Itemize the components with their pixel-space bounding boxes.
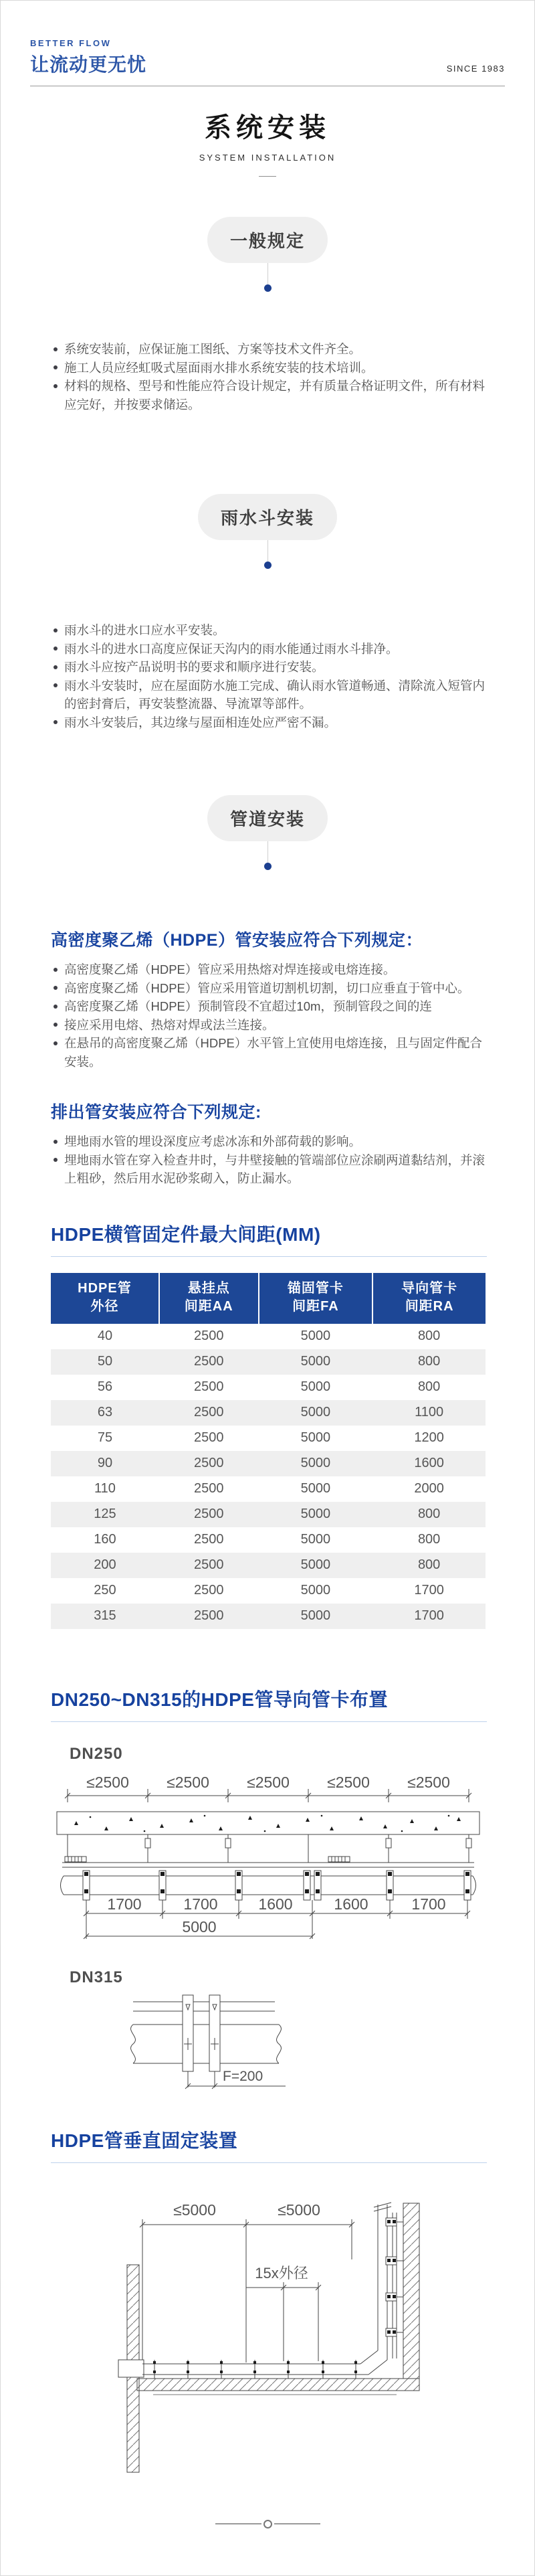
- bullet-item: 雨水斗应按产品说明书的要求和顺序进行安装。: [53, 658, 489, 677]
- bullet-item: 在悬吊的高密度聚乙烯（HDPE）水平管上宜使用电熔连接，且与固定件配合安装。: [53, 1034, 489, 1071]
- rainoutlet-rules-list: [1, 621, 534, 732]
- svg-text:≤5000: ≤5000: [278, 2201, 320, 2219]
- table-cell: 5000: [300, 1583, 331, 1598]
- footer-divider: [1, 2520, 534, 2528]
- general-rules-list: [1, 340, 534, 414]
- table-row: [51, 1400, 486, 1426]
- table-row: [51, 1553, 486, 1578]
- table-cell: 5000: [300, 1456, 331, 1470]
- table-row: [51, 1426, 486, 1451]
- badge-dot: [264, 863, 272, 870]
- footer-line-left: [215, 2523, 261, 2524]
- bullet-item: 高密度聚乙烯（HDPE）管应采用热熔对焊连接或电熔连接。: [53, 960, 489, 979]
- badge-label: 雨水斗安装: [198, 494, 337, 540]
- table-cell: 110: [94, 1481, 116, 1496]
- table-cell: 2500: [193, 1532, 224, 1547]
- table-cell: 1700: [414, 1583, 444, 1598]
- col-header-anchor: 锚固管卡 间距FA: [259, 1273, 373, 1324]
- table-row: [51, 1502, 486, 1527]
- title-block: [1, 106, 534, 177]
- dn250-diagram: [47, 1769, 489, 1944]
- table-cell: 800: [417, 1532, 441, 1547]
- svg-text:≤2500: ≤2500: [86, 1773, 129, 1791]
- table-cell: 90: [97, 1456, 113, 1470]
- table-cell: 2500: [193, 1328, 224, 1343]
- table-cell: 2500: [193, 1405, 224, 1420]
- bullet-item: 接应采用电熔、热熔对焊或法兰连接。: [53, 1016, 489, 1035]
- table-cell: 250: [94, 1583, 116, 1598]
- table-cell: 2500: [193, 1456, 224, 1470]
- bullet-item: 施工人员应经虹吸式屋面雨水排水系统安装的技术培训。: [53, 359, 489, 377]
- bullet-item: 埋地雨水管在穿入检查井时，与井壁接触的管端部位应涂刷两道黏结剂，并滚上粗砂，然后用水泥砂浆砌入，防止漏水。: [53, 1151, 489, 1188]
- badge-dot: [264, 562, 272, 569]
- table-cell: 5000: [300, 1507, 331, 1521]
- table-row: [51, 1476, 486, 1502]
- badge-label: 一般规定: [207, 217, 328, 263]
- since-label: SINCE 1983: [446, 64, 505, 74]
- svg-text:1700: 1700: [183, 1895, 218, 1913]
- table-cell: 2500: [193, 1354, 224, 1369]
- spacing-table-head: [51, 1273, 486, 1324]
- bullet-item: 系统安装前，应保证施工图纸、方案等技术文件齐全。: [53, 340, 489, 359]
- table-cell: 1700: [414, 1608, 444, 1623]
- outlet-pipe-rules-list: [1, 1132, 534, 1188]
- table-cell: 800: [417, 1557, 441, 1572]
- table-cell: 5000: [300, 1557, 331, 1572]
- table-cell: 160: [94, 1532, 116, 1547]
- footer-line-right: [274, 2523, 320, 2524]
- table-cell: 56: [97, 1379, 113, 1394]
- table-cell: 75: [97, 1430, 113, 1445]
- svg-text:F=200: F=200: [223, 2068, 263, 2084]
- svg-text:15x外径: 15x外径: [255, 2264, 308, 2282]
- table-cell: 5000: [300, 1328, 331, 1343]
- svg-text:1700: 1700: [107, 1895, 142, 1913]
- hdpe-rules-list: [1, 960, 534, 1071]
- title-divider: [259, 176, 276, 177]
- svg-text:≤2500: ≤2500: [247, 1773, 290, 1791]
- table-cell: 5000: [300, 1379, 331, 1394]
- table-row: [51, 1349, 486, 1375]
- dn250-label: DN250: [70, 1744, 123, 1763]
- table-cell: 315: [94, 1608, 116, 1623]
- table-cell: 1200: [414, 1430, 444, 1445]
- table-cell: 5000: [300, 1430, 331, 1445]
- table-cell: 1600: [414, 1456, 444, 1470]
- col-header-od: HDPE管 外径: [51, 1273, 159, 1324]
- spacing-table: [51, 1273, 486, 1629]
- bullet-item: 雨水斗的进水口应水平安装。: [53, 621, 489, 640]
- bullet-item: 雨水斗安装后，其边缘与屋面相连处应严密不漏。: [53, 713, 489, 732]
- table-row: [51, 1604, 486, 1629]
- table-cell: 63: [97, 1405, 113, 1420]
- badge-label: 管道安装: [207, 795, 328, 841]
- svg-text:1600: 1600: [334, 1895, 368, 1913]
- table-cell: 2500: [193, 1608, 224, 1623]
- table-row: [51, 1451, 486, 1476]
- table-cell: 5000: [300, 1608, 331, 1623]
- table-cell: 5000: [300, 1354, 331, 1369]
- vertical-diagram-heading: HDPE管垂直固定装置: [51, 2126, 487, 2163]
- table-cell: 2500: [193, 1379, 224, 1394]
- svg-text:≤2500: ≤2500: [327, 1773, 370, 1791]
- table-cell: 2500: [193, 1507, 224, 1521]
- section-badge-piping: [1, 795, 534, 870]
- table-cell: 1100: [415, 1405, 444, 1420]
- page-subtitle: SYSTEM INSTALLATION: [199, 153, 336, 163]
- bullet-item: 高密度聚乙烯（HDPE）管应采用管道切割机切割，切口应垂直于管中心。: [53, 979, 489, 998]
- section-badge-general: [1, 217, 534, 292]
- table-cell: 40: [97, 1328, 113, 1343]
- svg-text:5000: 5000: [182, 1917, 217, 1936]
- table-cell: 2500: [193, 1583, 224, 1598]
- svg-text:≤2500: ≤2500: [167, 1773, 209, 1791]
- page-title: 系统安装: [205, 113, 330, 143]
- bullet-item: 高密度聚乙烯（HDPE）预制管段不宜超过10m，预制管段之间的连: [53, 997, 489, 1016]
- dn315-label: DN315: [70, 1968, 123, 1986]
- bullet-item: 雨水斗安装时，应在屋面防水施工完成、确认雨水管道畅通、清除流入短管内的密封膏后，再安装整流器、导流罩等部件。: [53, 677, 489, 713]
- table-cell: 800: [417, 1379, 441, 1394]
- table-cell: 800: [417, 1328, 441, 1343]
- footer-circle-icon: [263, 2520, 272, 2528]
- table-cell: 800: [417, 1354, 441, 1369]
- bullet-item: 雨水斗的进水口高度应保证天沟内的雨水能通过雨水斗排净。: [53, 640, 489, 659]
- table-cell: 5000: [300, 1405, 331, 1420]
- col-header-hanger: 悬挂点 间距AA: [159, 1273, 259, 1324]
- table-row: [51, 1527, 486, 1553]
- dn315-diagram: [121, 1994, 295, 2094]
- table-row: [51, 1578, 486, 1604]
- table-row: [51, 1375, 486, 1400]
- svg-text:≤5000: ≤5000: [173, 2201, 216, 2219]
- table-cell: 125: [94, 1507, 116, 1521]
- table-row: [51, 1324, 486, 1349]
- bottom-padding: [1, 2528, 534, 2575]
- svg-text:≤2500: ≤2500: [407, 1773, 450, 1791]
- spacing-table-body: [51, 1324, 486, 1629]
- brand-logo: [30, 38, 146, 77]
- spacing-table-heading: HDPE横管固定件最大间距(MM): [51, 1220, 487, 1257]
- section-badge-rainoutlet: [1, 494, 534, 569]
- svg-text:1700: 1700: [411, 1895, 446, 1913]
- table-cell: 5000: [300, 1532, 331, 1547]
- table-cell: 2500: [193, 1481, 224, 1496]
- badge-dot: [264, 284, 272, 292]
- guide-diagram-heading: DN250~DN315的HDPE管导向管卡布置: [51, 1685, 487, 1722]
- table-cell: 2500: [193, 1430, 224, 1445]
- table-cell: 2500: [193, 1557, 224, 1572]
- bullet-item: 材料的规格、型号和性能应符合设计规定，并有质量合格证明文件，所有材料应完好，并按要求储运。: [53, 377, 489, 414]
- table-cell: 800: [417, 1507, 441, 1521]
- table-cell: 200: [94, 1557, 116, 1572]
- hdpe-rules-heading: 高密度聚乙烯（HDPE）管安装应符合下列规定：: [51, 931, 423, 950]
- header: [1, 1, 534, 86]
- table-cell: 2000: [414, 1481, 444, 1496]
- brand-logotype: 让流动更无忧: [30, 54, 147, 75]
- bullet-item: 埋地雨水管的埋设深度应考虑冰冻和外部荷载的影响。: [53, 1132, 489, 1151]
- svg-text:1600: 1600: [258, 1895, 293, 1913]
- vertical-fixing-diagram: [81, 2193, 455, 2477]
- col-header-guide: 导向管卡 间距RA: [372, 1273, 486, 1324]
- outlet-pipe-rules-heading: 排出管安装应符合下列规定:: [51, 1103, 261, 1122]
- brand-tagline-en: BETTER FLOW: [30, 38, 112, 48]
- table-cell: 5000: [300, 1481, 331, 1496]
- table-cell: 50: [97, 1354, 113, 1369]
